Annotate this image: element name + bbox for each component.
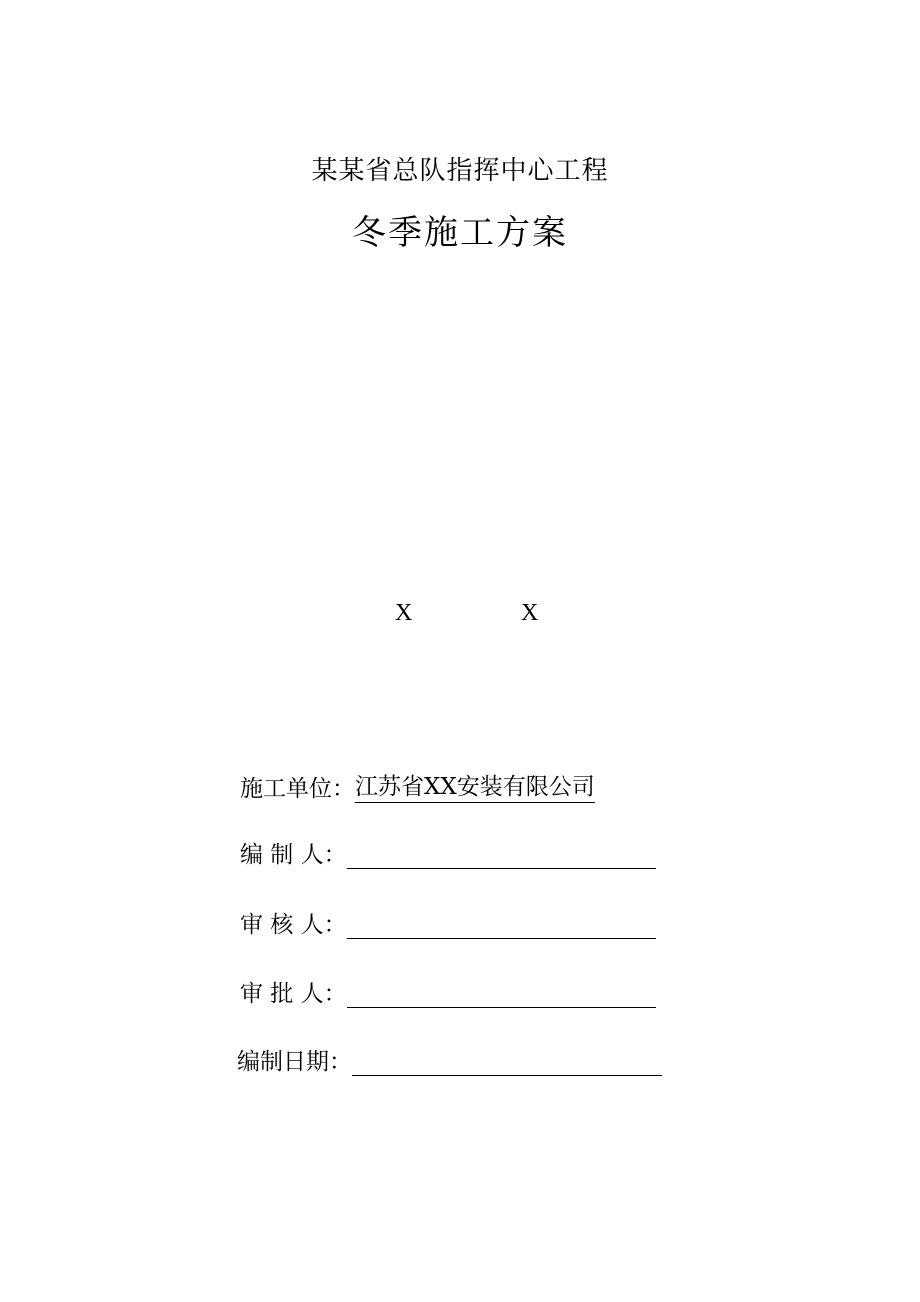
reviewer-blank-line — [347, 908, 656, 939]
plan-title: 冬季施工方案 — [352, 213, 568, 253]
placeholder-mark-right: X — [521, 600, 539, 626]
compiler-field — [240, 836, 656, 872]
compiler-blank-line — [347, 838, 656, 869]
approver-blank-line — [347, 977, 656, 1008]
construction-unit-field — [240, 768, 595, 804]
approver-field — [240, 975, 656, 1011]
compile-date-label: 编制日期： — [237, 1049, 352, 1075]
reviewer-label: 审 核 人： — [240, 912, 347, 938]
compile-date-field — [237, 1043, 662, 1079]
compiler-label: 编 制 人： — [240, 842, 347, 868]
construction-unit-value: 江苏省XX安装有限公司 — [355, 768, 595, 803]
compile-date-blank-line — [352, 1045, 662, 1076]
placeholder-mark-left: X — [395, 600, 413, 626]
approver-label: 审 批 人： — [240, 981, 347, 1007]
reviewer-field — [240, 906, 656, 942]
construction-unit-label: 施工单位： — [240, 776, 355, 802]
project-title: 某某省总队指挥中心工程 — [311, 156, 609, 186]
